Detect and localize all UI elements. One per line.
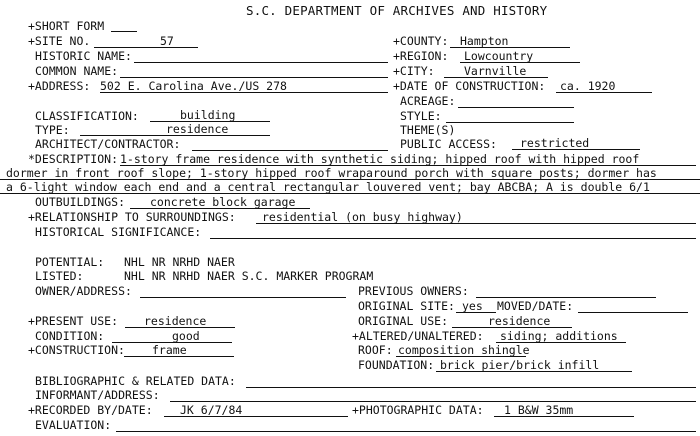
photographic-label: +PHOTOGRAPHIC DATA: (352, 403, 484, 417)
construction-value: frame (152, 343, 187, 357)
public-access-line (512, 149, 640, 150)
outbuildings-line (130, 208, 310, 209)
present-use-label: +PRESENT USE: (28, 314, 119, 328)
original-site-label: ORIGINAL SITE: (358, 299, 455, 313)
recorded-by-value: JK 6/7/84 (180, 403, 243, 417)
description-label: *DESCRIPTION: (28, 152, 119, 166)
type-value: residence (166, 122, 229, 136)
county-value: Hampton (460, 34, 509, 48)
listed-label: LISTED: (35, 269, 84, 283)
bibliographic-label: BIBLIOGRAPHIC & RELATED DATA: (35, 374, 236, 388)
city-label: +CITY: (393, 64, 435, 78)
architect-line (192, 150, 388, 151)
recorded-by-line (164, 416, 348, 417)
site-no-value: 57 (160, 34, 174, 48)
potential-label: POTENTIAL: (35, 255, 105, 269)
previous-owners-label: PREVIOUS OWNERS: (358, 284, 469, 298)
original-site-line (456, 312, 496, 313)
description-line-1: 1-story frame residence with synthetic siding; hipped roof with hipped roof (120, 152, 640, 166)
foundation-value: brick pier/brick infill (440, 358, 600, 372)
date-construction-label: +DATE OF CONSTRUCTION: (393, 79, 546, 93)
acreage-line (458, 107, 574, 108)
evaluation-label: EVALUATION: (35, 418, 112, 432)
description-line-3: a 6-light window each end and a central rectangular louvered vent; bay ABCBA; A is double 6/1 (6, 180, 650, 194)
original-use-line (452, 327, 572, 328)
listed-options: NHL NR NRHD NAER S.C. MARKER PROGRAM (124, 269, 374, 283)
roof-line (396, 356, 526, 357)
common-name-label: COMMON NAME: (35, 64, 119, 78)
historic-name-line (134, 62, 388, 63)
acreage-label: ACREAGE: (400, 94, 456, 108)
informant-label: INFORMANT/ADDRESS: (35, 388, 160, 402)
description-line-2: dormer in front roof slope; 1-story hipped roof wraparound porch with square posts; dormer has (6, 166, 657, 180)
owner-address-label: OWNER/ADDRESS: (35, 284, 132, 298)
altered-value: siding; additions (500, 329, 618, 343)
owner-address-line (140, 297, 346, 298)
type-label: TYPE: (35, 123, 70, 137)
classification-label: CLASSIFICATION: (35, 109, 139, 123)
present-use-value: residence (144, 314, 207, 328)
public-access-label: PUBLIC ACCESS: (400, 137, 497, 151)
site-no-line (94, 47, 198, 48)
present-use-line (125, 327, 235, 328)
address-line (100, 92, 388, 93)
region-label: +REGION: (393, 49, 449, 63)
relationship-label: +RELATIONSHIP TO SURROUNDINGS: (28, 210, 236, 224)
potential-options: NHL NR NRHD NAER (124, 255, 235, 269)
original-use-label: ORIGINAL USE: (358, 314, 449, 328)
altered-label: +ALTERED/UNALTERED: (352, 329, 484, 343)
date-construction-line (556, 92, 652, 93)
city-value: Varnville (464, 64, 527, 78)
condition-value: good (172, 329, 200, 343)
evaluation-line (116, 431, 696, 432)
city-line (444, 77, 548, 78)
original-use-value: residence (488, 314, 551, 328)
page-title: S.C. DEPARTMENT OF ARCHIVES AND HISTORY (246, 3, 548, 18)
site-no-label: +SITE NO. (28, 34, 91, 48)
bibliographic-line (246, 387, 696, 388)
outbuildings-label: OUTBUILDINGS: (35, 195, 126, 209)
previous-owners-line (476, 297, 656, 298)
condition-label: CONDITION: (35, 329, 105, 343)
photographic-value: 1 B&W 35mm (504, 403, 574, 417)
themes-label: THEME(S) (400, 123, 456, 137)
roof-value: composition shingle (398, 343, 530, 357)
recorded-by-label: +RECORDED BY/DATE: (28, 403, 153, 417)
original-site-value: yes (462, 299, 483, 313)
informant-line (170, 401, 696, 402)
county-label: +COUNTY: (393, 34, 449, 48)
short-form-label: +SHORT FORM (28, 19, 105, 33)
region-value: Lowcountry (464, 49, 534, 63)
style-label: STYLE: (400, 109, 442, 123)
photographic-line (494, 416, 634, 417)
address-value: 502 E. Carolina Ave./US 278 (100, 79, 287, 93)
classification-value: building (180, 108, 236, 122)
relationship-line (256, 223, 696, 224)
construction-line (124, 356, 234, 357)
common-name-line (120, 77, 388, 78)
region-line (460, 62, 580, 63)
county-line (450, 47, 570, 48)
type-line (80, 135, 270, 136)
historic-name-label: HISTORIC NAME: (35, 49, 132, 63)
short-form-line (111, 31, 137, 32)
style-line (446, 122, 574, 123)
outbuildings-value: concrete block garage (150, 195, 296, 209)
description-rule-3 (0, 193, 700, 194)
date-construction-value: ca. 1920 (560, 79, 616, 93)
foundation-line (436, 371, 632, 372)
public-access-value: restricted (520, 136, 590, 150)
moved-date-label: MOVED/DATE: (497, 299, 574, 313)
roof-label: ROOF: (358, 343, 393, 357)
architect-label: ARCHITECT/CONTRACTOR: (35, 137, 181, 151)
address-label: +ADDRESS: (28, 79, 91, 93)
foundation-label: FOUNDATION: (358, 358, 435, 372)
moved-date-line (578, 312, 688, 313)
historical-significance-label: HISTORICAL SIGNIFICANCE: (35, 225, 202, 239)
historical-significance-line (210, 238, 696, 239)
construction-label: +CONSTRUCTION: (28, 343, 125, 357)
relationship-value: residential (on busy highway) (262, 210, 463, 224)
